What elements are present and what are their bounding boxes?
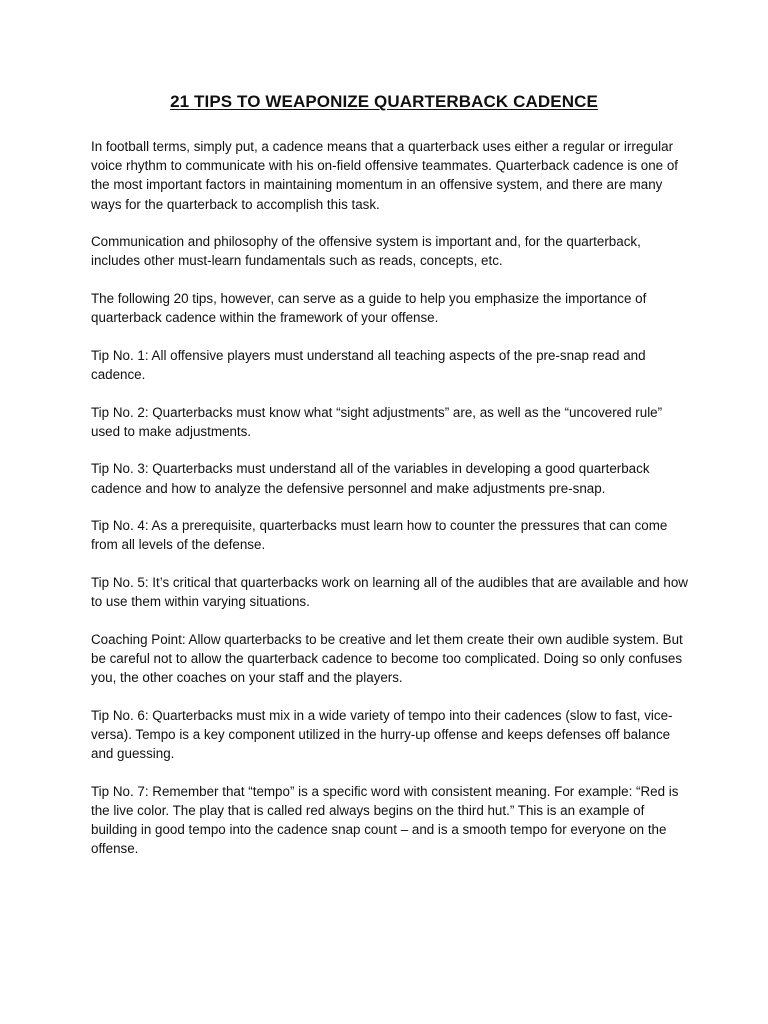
tip-4: Tip No. 4: As a prerequisite, quarterbacks must learn how to counter the pressures that can come from all levels of the defense. (91, 518, 668, 553)
tip-7: Tip No. 7: Remember that “tempo” is a specific word with consistent meaning. For example: “Red is the live color. The play that is called red always begins on the third hut.” This is an example of building in good tempo into the cadence snap count – and is a smooth tempo for everyone on the offense. (91, 783, 679, 857)
tip-1: Tip No. 1: All offensive players must understand all teaching aspects of the pre-snap read and cadence. (91, 347, 646, 382)
tip-5: Tip No. 5: It’s critical that quarterbacks work on learning all of the audibles that are available and how to use them within varying situations. (91, 574, 688, 610)
tip-3: Tip No. 3: Quarterbacks must understand all of the variables in developing a good quarterback cadence and how to analyze the defensive personnel and make adjustments pre-snap. (91, 461, 650, 496)
tip-2: Tip No. 2: Quarterbacks must know what “sight adjustments” are, as well as the “uncovered rule” used to make adjustments. (91, 404, 663, 439)
paragraph-communication: Communication and philosophy of the offensive system is important and, for the quarterback, includes other must-learn fundamentals such as reads, concepts, etc. (91, 234, 641, 269)
coaching-point: Coaching Point: Allow quarterbacks to be creative and let them create their own audible system. But be careful not to allow the quarterback cadence to become too complicated. Doing so only confuses you, the other coaches on your staff and the players. (91, 631, 683, 686)
paragraph-intro: In football terms, simply put, a cadence means that a quarterback uses either a regular or irregular voice rhythm to communicate with his on-field offensive teammates. Quarterback cadence is one of the most important factors in maintaining momentum in an offensive system, and there are many ways for the quarterback to accomplish this task. (91, 139, 678, 212)
document-title: 21 TIPS TO WEAPONIZE QUARTERBACK CADENCE (170, 92, 598, 111)
paragraph-following-tips: The following 20 tips, however, can serve as a guide to help you emphasize the importance of quarterback cadence within the framework of your offense. (91, 291, 647, 326)
tip-6: Tip No. 6: Quarterbacks must mix in a wide variety of tempo into their cadences (slow to fast, vice-versa). Tempo is a key component utilized in the hurry-up offense and keeps defenses off balance and guessing. (91, 707, 673, 762)
document-body (91, 137, 691, 877)
